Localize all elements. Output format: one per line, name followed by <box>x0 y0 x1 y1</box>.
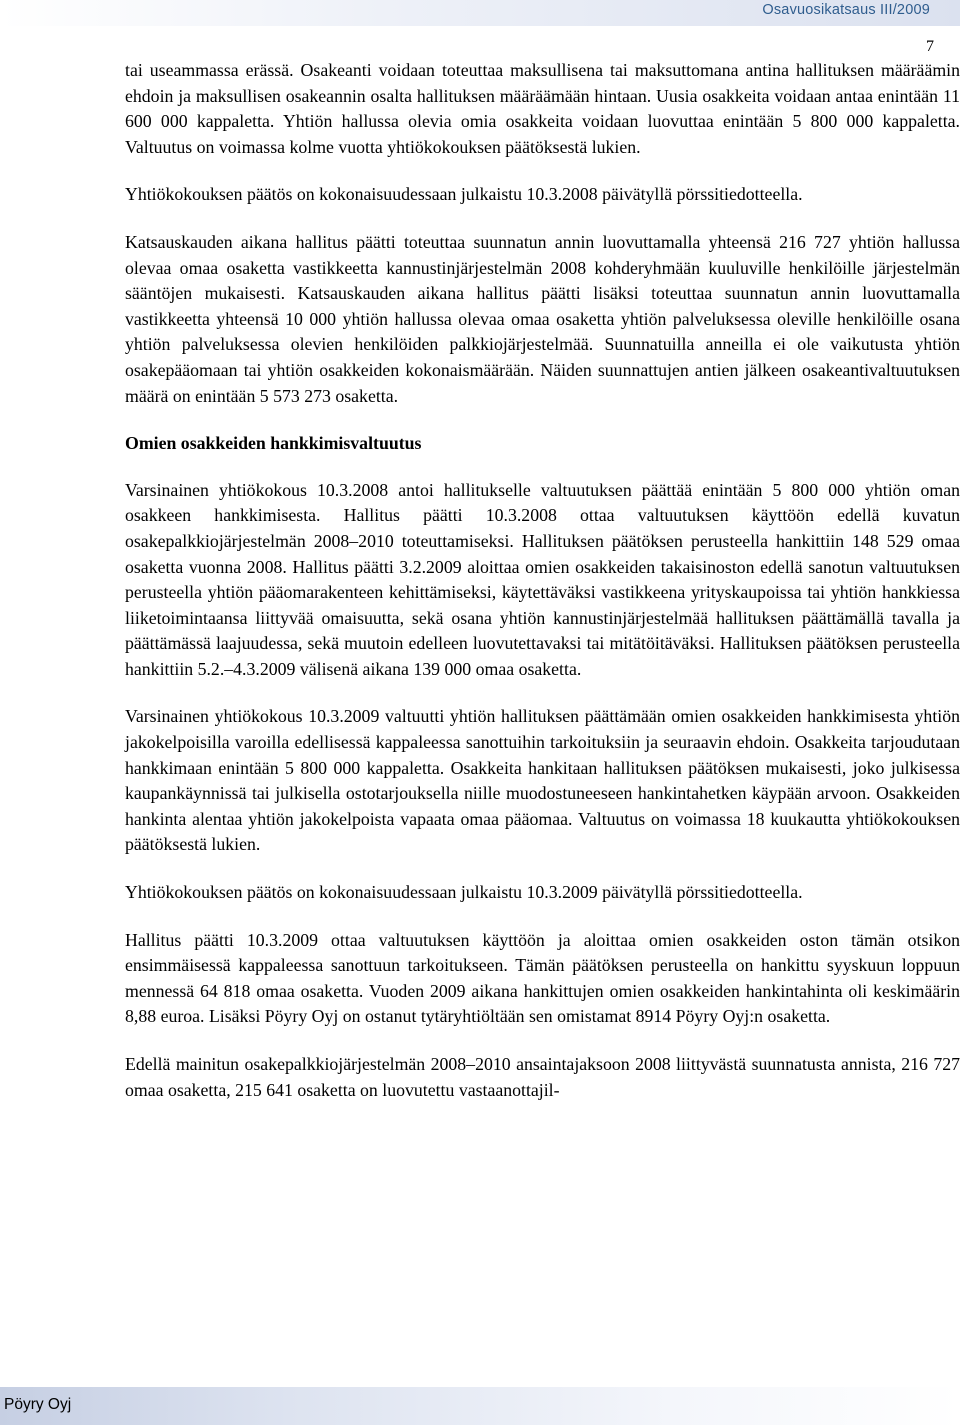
paragraph: Edellä mainitun osakepalkkiojärjestelmän 2008–2010 ansaintajaksoon 2008 liittyvästä suunnatusta annista, 216 727 omaa osaketta, 215 641 osaketta on luovutettu vastaanottajil- <box>125 1054 960 1100</box>
report-title: Osavuosikatsaus III/2009 <box>762 2 930 18</box>
document-body <box>125 58 960 1125</box>
paragraph: Yhtiökokouksen päätös on kokonaisuudessaan julkaistu 10.3.2008 päivätyllä pörssitiedotteella. <box>125 184 803 205</box>
paragraph: Varsinainen yhtiökokous 10.3.2008 antoi hallitukselle valtuutuksen päättää enintään 5 800 000 yhtiön oman osakkeen hankkimisesta. Hallitus päätti 10.3.2008 ottaa valtuutuksen käyttöön edellä kuvatun osakepalkkiojärjestelmän 2008–2010 toteuttamiseksi. Hallituksen päätöksen perusteella hankittiin 148 529 omaa osaketta vuonna 2008. Hallitus päätti 3.2.2009 aloittaa omien osakkeiden takaisinoston edellä sanotun valtuutuksen perusteella yhtiön pääomarakenteen kehittämiseksi, käytettäväksi vastikkeena yrityskaupoissa tai yhtiön hankkiessa liiketoimintaansa liittyvää omaisuutta, sekä osana yhtiön kannustinjärjestelmää hallituksen päättämällä tavalla ja päättämässä laajuudessa, sekä muutoin edelleen luovutettavaksi tai mitätöitäväksi. Hallituksen päätöksen perusteella hankittiin 5.2.–4.3.2009 välisenä aikana 139 000 omaa osaketta. <box>125 479 960 679</box>
page-number: 7 <box>926 38 934 55</box>
page-header <box>0 0 960 26</box>
paragraph: Yhtiökokouksen päätös on kokonaisuudessaan julkaistu 10.3.2009 päivätyllä pörssitiedotteella. <box>125 882 803 903</box>
paragraph: Katsauskauden aikana hallitus päätti toteuttaa suunnatun annin luovuttamalla yhteensä 216 727 yhtiön hallussa olevaa omaa osaketta vastikkeetta kannustinjärjestelmän 2008 kohderyhmään kuuluville henkilöille järjestelmän sääntöjen mukaisesti. Katsauskauden aikana hallitus päätti lisäksi toteuttaa suunnatun annin luovuttamalla vastikkeetta yhteensä 10 000 yhtiön hallussa olevaa omaa osaketta yhtiön palveluksessa oleville henkilöille osana yhtiön palveluksessa olevien henkilöiden palkkiojärjestelmää. Suunnatuilla anneilla ei ole vaikutusta yhtiön osakepääomaan tai yhtiön osakkeiden kokonaismäärään. Näiden suunnattujen antien jälkeen osakeantivaltuutuksen määrä on enintään 5 573 273 osaketta. <box>125 231 960 406</box>
paragraph: tai useammassa erässä. Osakeanti voidaan toteuttaa maksullisena tai maksuttomana antina hallituksen määräämin ehdoin ja maksullisen osakeannin osalta hallituksen määräämään hintaan. Uusia osakkeita voidaan antaa enintään 11 600 000 kappaletta. Yhtiön hallussa olevia omia osakkeita voidaan luovuttaa enintään 5 800 000 kappaletta. Valtuutus on voimassa kolme vuotta yhtiökokouksen päätöksestä lukien. <box>125 60 960 157</box>
section-heading: Omien osakkeiden hankkimisvaltuutus <box>125 433 422 454</box>
footer-company-name: Pöyry Oyj <box>4 1396 72 1413</box>
page-footer <box>0 1387 960 1425</box>
paragraph: Hallitus päätti 10.3.2009 ottaa valtuutuksen käyttöön ja aloittaa omien osakkeiden oston tämän otsikon ensimmäisessä kappaleessa sanottuun tarkoitukseen. Tämän päätöksen perusteella on hankittu syyskuun loppuun mennessä 64 818 omaa osaketta. Vuoden 2009 aikana hankittujen omien osakkeiden hankintahinta oli keskimäärin 8,88 euroa. Lisäksi Pöyry Oyj on ostanut tytäryhtiöltään sen omistamat 8914 Pöyry Oyj:n osaketta. <box>125 929 960 1027</box>
paragraph: Varsinainen yhtiökokous 10.3.2009 valtuutti yhtiön hallituksen päättämään omien osakkeiden hankkimisesta yhtiön jakokelpoisilla varoilla edellisessä kappaleessa sanottuihin tarkoituksiin ja seuraavin ehdoin. Osakkeita tarjoudutaan hankkimaan enintään 5 800 000 kappaletta. Osakkeita hankitaan hallituksen päätöksen mukaisesti, joko julkisessa kaupankäynnissä tai julkisella ostotarjouksella niille muodostuneeseen hankintahetken käypään arvoon. Osakkeiden hankinta alentaa yhtiön jakokelpoista vapaata omaa pääomaa. Valtuutus on voimassa 18 kuukautta yhtiökokouksen päätöksestä lukien. <box>125 706 960 855</box>
